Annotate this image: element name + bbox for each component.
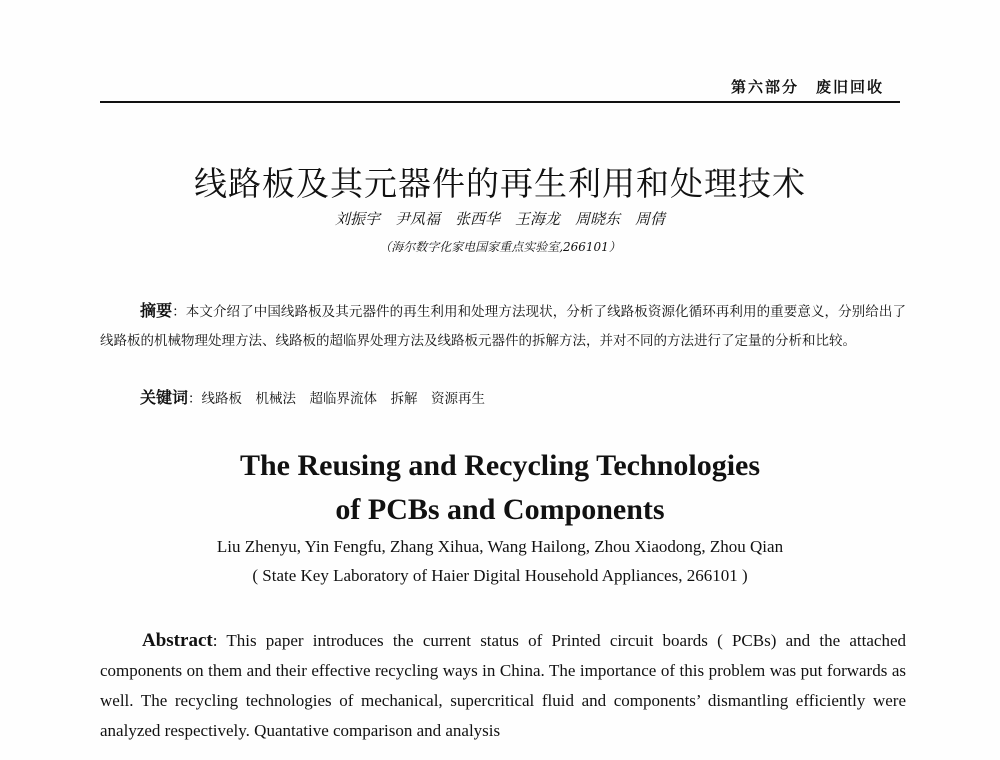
chinese-abstract (100, 296, 906, 356)
chinese-keywords (140, 385, 485, 408)
english-abstract-label: Abstract (142, 630, 213, 651)
english-abstract (100, 626, 906, 746)
chinese-title: 线路板及其元器件的再生利用和处理技术 (194, 164, 806, 203)
english-affiliation: ( State Key Laboratory of Haier Digital Household Appliances, 266101 ) (252, 566, 748, 585)
chinese-affiliation: （海尔数字化家电国家重点实验室,266101） (379, 240, 621, 254)
english-title-line-1: The Reusing and Recycling Technologies (239, 449, 761, 482)
chinese-keywords-label: 关键词 (140, 388, 189, 407)
english-authors: Liu Zhenyu, Yin Fengfu, Zhang Xihua, Wang Hailong, Zhou Xiaodong, Zhou Qian (216, 537, 784, 556)
chinese-authors: 刘振宇 尹凤福 张西华 王海龙 周晓东 周倩 (334, 210, 665, 228)
chinese-abstract-text: ：本文介绍了中国线路板及其元器件的再生利用和处理方法现状，分析了线路板资源化循环再利用的重要意义，分别给出了线路板的机械物理处理方法、线路板的超临界处理方法及线路板元器件的拆解方法，并对不同的方法进行了定量的分析和比较。 (100, 304, 906, 349)
header-rule (100, 101, 900, 103)
section-label: 第六部分 废旧回收 (730, 78, 884, 96)
chinese-abstract-label: 摘要 (140, 301, 173, 320)
english-abstract-text: : This paper introduces the current status of Printed circuit boards ( PCBs) and the attached components on them and their effective recycling ways in China. The importance of this problem was put forwards as well. The recycling technologies of mechanical, supercritical fluid and components’ dismantling efficiently were analyzed respectively. Quantative comparison and analysis (100, 631, 906, 740)
english-title-line-2: of PCBs and Components (335, 493, 665, 526)
chinese-keywords-text: ：线路板 机械法 超临界流体 拆解 资源再生 (188, 391, 486, 407)
english-title (0, 444, 1000, 532)
